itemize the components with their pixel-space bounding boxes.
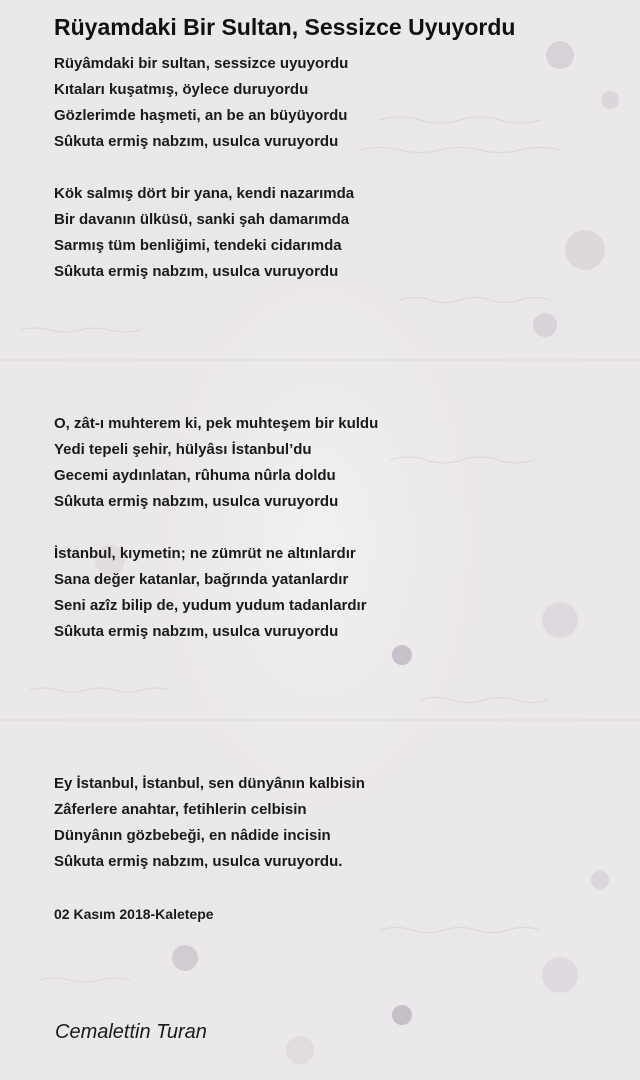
poem-line: Zâferlere anahtar, fetihlerin celbisin bbox=[54, 801, 307, 818]
poem-author: Cemalettin Turan bbox=[55, 1021, 207, 1043]
poem-title: Rüyamdaki Bir Sultan, Sessizce Uyuyordu bbox=[54, 14, 516, 40]
poem-line: Gecemi aydınlatan, rûhuma nûrla doldu bbox=[54, 467, 336, 484]
poem-line: Gözlerimde haşmeti, an be an büyüyordu bbox=[54, 107, 348, 124]
poem-line: Dünyânın gözbebeği, en nâdide incisin bbox=[54, 827, 331, 844]
stanza-2 bbox=[54, 181, 354, 285]
poem-line: Rüyâmdaki bir sultan, sessizce uyuyordu bbox=[54, 55, 349, 72]
poem-line: Sarmış tüm benliğimi, tendeki cidarımda bbox=[54, 237, 342, 254]
poem-date: 02 Kasım 2018-Kaletepe bbox=[54, 906, 214, 922]
poem-line: Ey İstanbul, İstanbul, sen dünyânın kalbisin bbox=[54, 775, 365, 792]
poem-line: İstanbul, kıymetin; ne zümrüt ne altınlardır bbox=[54, 545, 356, 562]
poem-line: Sûkuta ermiş nabzım, usulca vuruyordu bbox=[54, 133, 339, 150]
stanza-3 bbox=[54, 411, 378, 515]
poem-line: Kıtaları kuşatmış, öylece duruyordu bbox=[54, 81, 309, 98]
poem-line: Bir davanın ülküsü, sanki şah damarımda bbox=[54, 211, 350, 228]
poem-line: Sana değer katanlar, bağrında yatanlardır bbox=[54, 571, 349, 588]
poem-line: O, zât-ı muhterem ki, pek muhteşem bir kuldu bbox=[54, 415, 379, 432]
stanza-1 bbox=[54, 51, 348, 155]
poem-line: Sûkuta ermiş nabzım, usulca vuruyordu bbox=[54, 263, 339, 280]
poem-line: Sûkuta ermiş nabzım, usulca vuruyordu bbox=[54, 623, 339, 640]
poem-line: Sûkuta ermiş nabzım, usulca vuruyordu. bbox=[54, 853, 343, 870]
poem-line: Seni azîz bilip de, yudum yudum tadanlardır bbox=[54, 597, 367, 614]
poem-line: Yedi tepeli şehir, hülyâsı İstanbul’du bbox=[54, 441, 312, 458]
stanza-4 bbox=[54, 541, 367, 645]
poem-line: Sûkuta ermiş nabzım, usulca vuruyordu bbox=[54, 493, 339, 510]
poem-line: Kök salmış dört bir yana, kendi nazarımda bbox=[54, 185, 355, 202]
stanza-5 bbox=[54, 771, 365, 875]
